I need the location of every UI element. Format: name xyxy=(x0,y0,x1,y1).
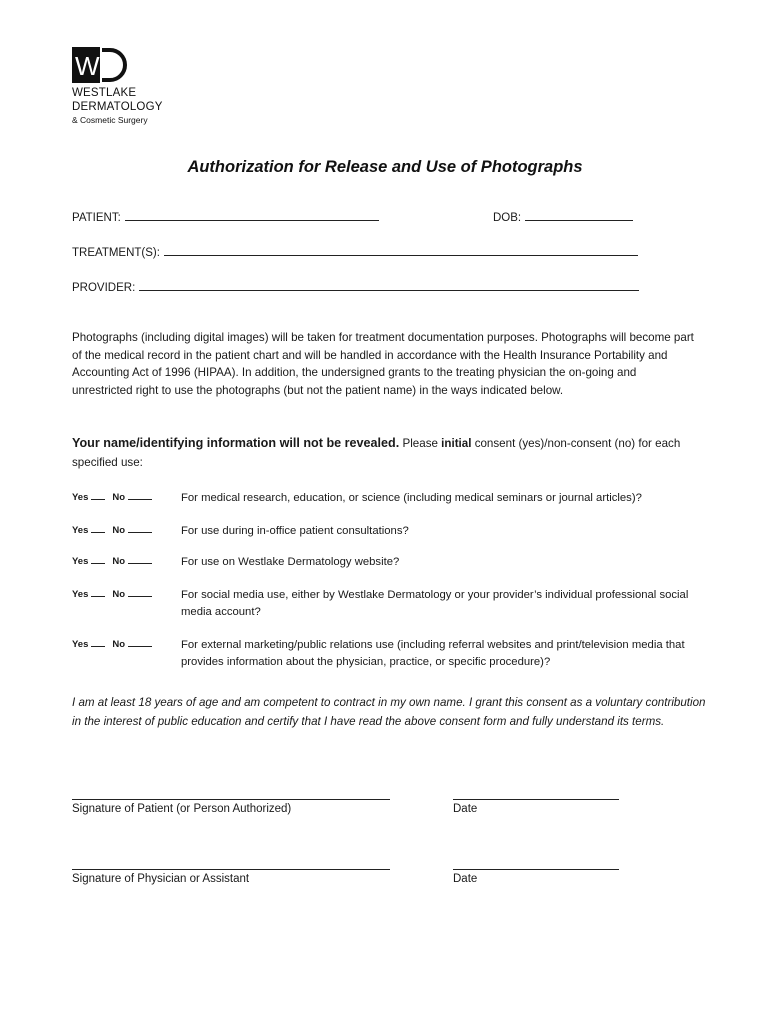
logo-line-westlake: WESTLAKE xyxy=(72,87,137,99)
no-label: No xyxy=(112,556,126,567)
no-initial-blank[interactable] xyxy=(128,491,152,500)
yes-initial-blank[interactable] xyxy=(91,524,105,533)
attestation-statement: I am at least 18 years of age and am competent to contract in my own name. I grant this consent as a voluntary contribution in the interest of public education and certify that I have read the above consent form and fully understand its terms. xyxy=(72,696,706,728)
dob-field[interactable] xyxy=(493,209,633,224)
yes-label: Yes xyxy=(72,589,89,600)
no-initial-blank[interactable] xyxy=(128,524,152,533)
patient-field[interactable] xyxy=(72,209,379,224)
physician-date-line[interactable] xyxy=(453,869,619,870)
yes-no-initials[interactable] xyxy=(72,638,152,650)
logo-line-dermatology: DERMATOLOGY xyxy=(72,101,163,113)
treatments-blank[interactable] xyxy=(164,244,638,256)
patient-date-line[interactable] xyxy=(453,799,619,800)
no-initial-blank[interactable] xyxy=(128,555,152,564)
no-initial-blank[interactable] xyxy=(128,588,152,597)
confidentiality-statement: Your name/identifying information will not be revealed. xyxy=(72,436,400,450)
use-description: For use on Westlake Dermatology website? xyxy=(181,556,400,568)
use-description: For social media use, either by Westlake Dermatology or your provider’s individual professional social media account? xyxy=(181,589,689,618)
yes-no-initials[interactable] xyxy=(72,524,152,536)
dob-label: DOB: xyxy=(493,212,522,224)
use-description: For external marketing/public relations use (including referral websites and print/television media that provides information about the physician, practice, or specific procedure)? xyxy=(181,639,685,668)
yes-initial-blank[interactable] xyxy=(91,491,105,500)
yes-label: Yes xyxy=(72,492,89,503)
patient-signature-label: Signature of Patient (or Person Authorized) xyxy=(72,803,292,815)
patient-signature-line[interactable] xyxy=(72,799,390,800)
yes-label: Yes xyxy=(72,639,89,650)
provider-label: PROVIDER: xyxy=(72,282,136,294)
yes-initial-blank[interactable] xyxy=(91,638,105,647)
intro-paragraph: Photographs (including digital images) will be taken for treatment documentation purposes. Photographs will become part of the medical record in the patient chart and will be handled in accordance with the Health Insurance Portability and Accounting Act of 1996 (HIPAA). In addition, the undersigned grants to the treating physician the on-going and unrestricted right to use the photographs (but not the patient name) in the ways indicated below. xyxy=(72,331,694,397)
logo-line-cosmetic: & Cosmetic Surgery xyxy=(72,115,148,125)
wd-logo-mark xyxy=(72,47,128,83)
instruction-initial-word: initial xyxy=(441,437,472,450)
yes-label: Yes xyxy=(72,556,89,567)
no-label: No xyxy=(112,639,126,650)
patient-blank[interactable] xyxy=(125,209,379,221)
yes-initial-blank[interactable] xyxy=(91,555,105,564)
physician-signature-label: Signature of Physician or Assistant xyxy=(72,873,250,885)
dob-blank[interactable] xyxy=(525,209,633,221)
no-label: No xyxy=(112,525,126,536)
consent-instructions xyxy=(72,434,712,472)
patient-date-label: Date xyxy=(453,803,478,815)
use-description: For use during in-office patient consultations? xyxy=(181,525,409,537)
yes-no-initials[interactable] xyxy=(72,555,152,567)
practice-logo xyxy=(72,47,192,126)
yes-initial-blank[interactable] xyxy=(91,588,105,597)
form-title: Authorization for Release and Use of Photographs xyxy=(187,158,583,176)
no-label: No xyxy=(112,589,126,600)
no-label: No xyxy=(112,492,126,503)
yes-no-initials[interactable] xyxy=(72,491,152,503)
yes-no-initials[interactable] xyxy=(72,588,152,600)
provider-blank[interactable] xyxy=(139,279,639,291)
svg-text:W: W xyxy=(75,51,100,81)
treatments-field[interactable] xyxy=(72,244,638,259)
use-description: For medical research, education, or science (including medical seminars or journal articles)? xyxy=(181,492,642,504)
physician-date-label: Date xyxy=(453,873,478,885)
no-initial-blank[interactable] xyxy=(128,638,152,647)
instruction-pre: Please xyxy=(402,437,438,450)
provider-field[interactable] xyxy=(72,279,639,294)
yes-label: Yes xyxy=(72,525,89,536)
patient-label: PATIENT: xyxy=(72,212,121,224)
physician-signature-line[interactable] xyxy=(72,869,390,870)
treatments-label: TREATMENT(S): xyxy=(72,247,160,259)
instruction-post: consent (yes)/non-consent (no) for each specified use: xyxy=(72,437,681,469)
